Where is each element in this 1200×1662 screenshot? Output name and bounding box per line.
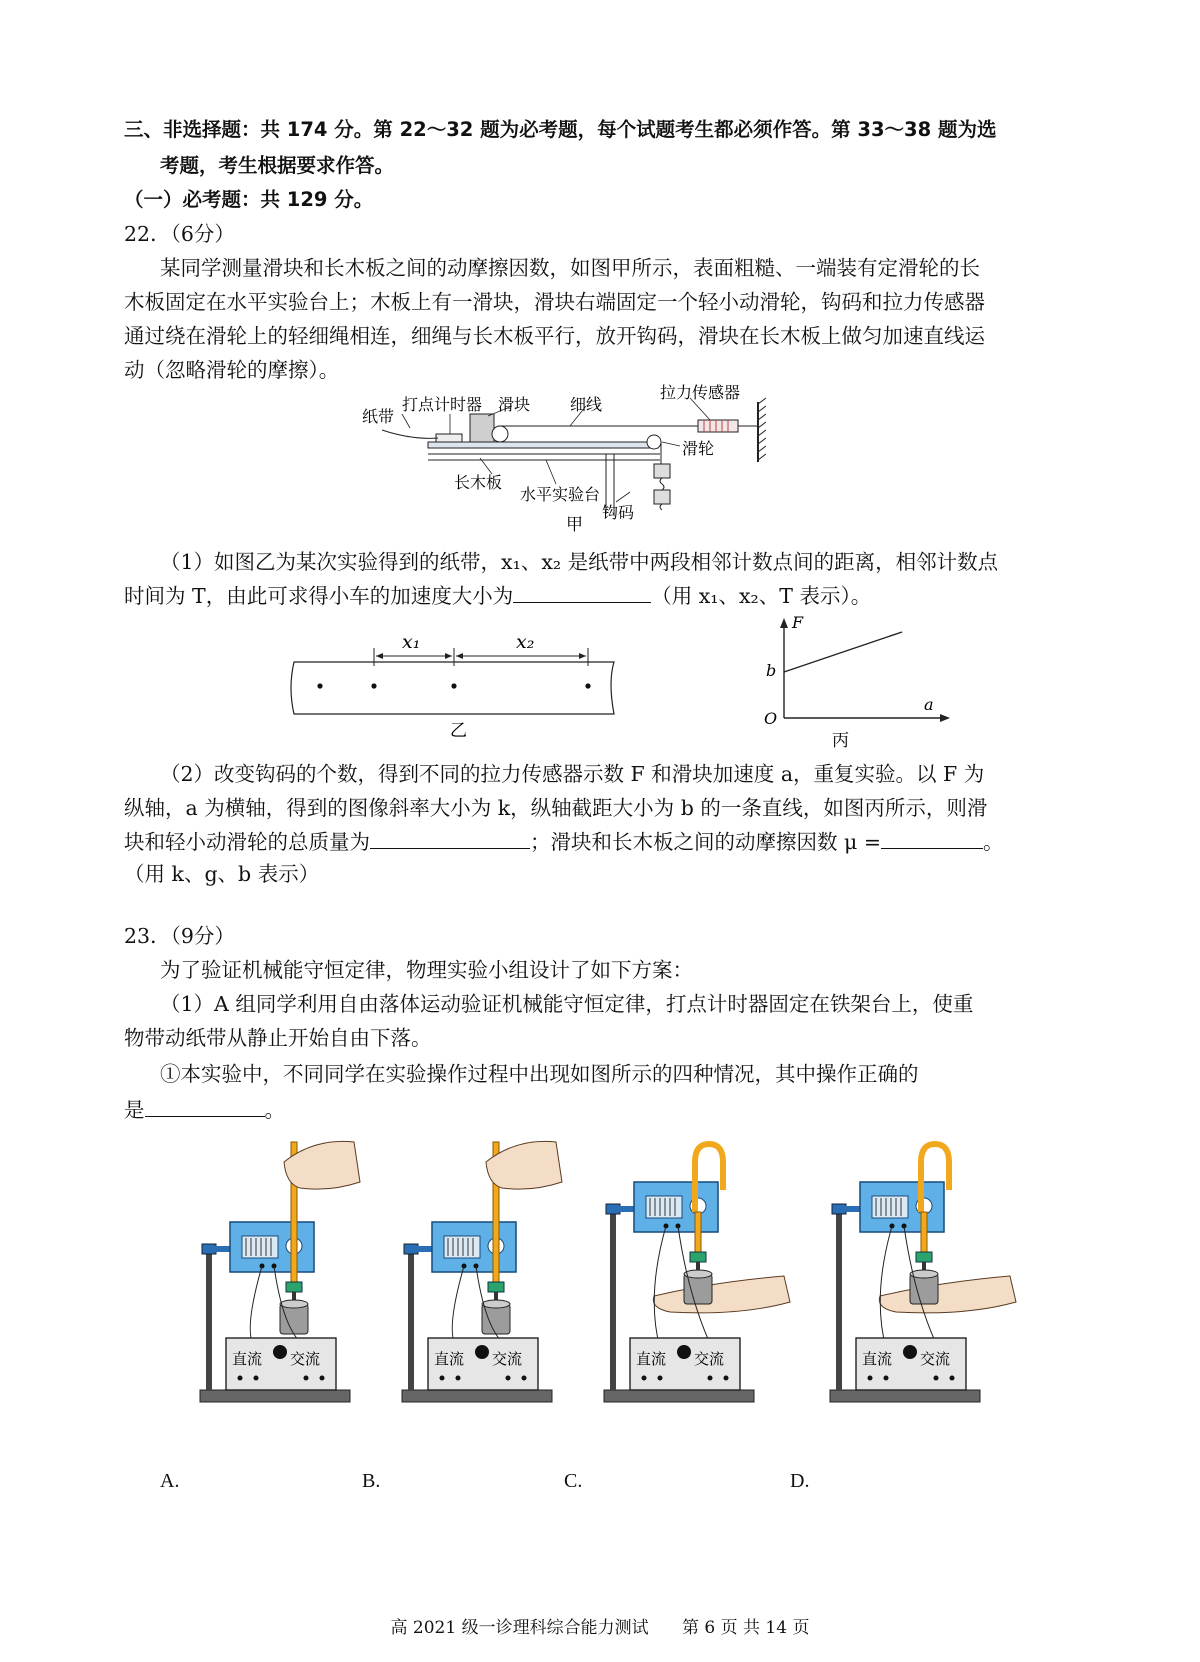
svg-text:交流: 交流 bbox=[492, 1350, 523, 1368]
q22-part2-mu-text: ；滑块和长木板之间的动摩擦因数 μ = bbox=[530, 830, 882, 854]
q23-intro: 为了验证机械能守恒定律，物理实验小组设计了如下方案： bbox=[160, 958, 693, 982]
q22-number: 22．（6分） bbox=[124, 222, 235, 246]
svg-text:交流: 交流 bbox=[694, 1350, 725, 1368]
svg-text:直流: 直流 bbox=[862, 1350, 893, 1368]
apparatus-figure-d bbox=[820, 1132, 1050, 1432]
q23-part1-line1: （1）A 组同学利用自由落体运动验证机械能守恒定律，打点计时器固定在铁架台上，使重 bbox=[160, 992, 974, 1016]
label-gouma: 钩码 bbox=[602, 503, 635, 522]
footer-title: 高 2021 级一诊理科综合能力测试 bbox=[390, 1618, 649, 1638]
apparatus-figure-c bbox=[594, 1132, 824, 1432]
q23-question-line2 bbox=[124, 1096, 285, 1124]
answer-blank-mass[interactable] bbox=[370, 828, 530, 849]
label-huakuai: 滑块 bbox=[498, 395, 531, 414]
option-label-d[interactable]: D. bbox=[790, 1470, 810, 1492]
answer-blank-correct-option[interactable] bbox=[145, 1096, 265, 1117]
caption-bing: 丙 bbox=[832, 731, 849, 751]
label-lali-chuanganqi: 拉力传感器 bbox=[660, 383, 741, 402]
option-label-a[interactable]: A. bbox=[160, 1470, 180, 1492]
q22-part1-line1: （1）如图乙为某次实验得到的纸带，x₁、x₂ 是纸带中两段相邻计数点间的距离，相邻计数点 bbox=[160, 550, 999, 574]
q22-part2-line3 bbox=[124, 828, 1004, 856]
axis-label-F: F bbox=[792, 613, 804, 632]
intercept-label-b: b bbox=[766, 661, 777, 680]
period: 。 bbox=[264, 1098, 285, 1122]
q23-question-line1: ①本实验中，不同同学在实验操作过程中出现如图所示的四种情况，其中操作正确的 bbox=[160, 1062, 919, 1086]
period: 。 bbox=[983, 830, 1004, 854]
q22-text-4: 动（忽略滑轮的摩擦）。 bbox=[124, 358, 340, 382]
section-subheading: （一）必考题：共 129 分。 bbox=[124, 188, 374, 211]
q22-text-1: 某同学测量滑块和长木板之间的动摩擦因数，如图甲所示，表面粗糙、一端装有定滑轮的长 bbox=[160, 256, 980, 280]
q22-text-3: 通过绕在滑轮上的轻细绳相连，细绳与长木板平行，放开钩码，滑块在长木板上做匀加速直线运 bbox=[124, 324, 985, 348]
axis-label-a: a bbox=[924, 695, 934, 714]
page-footer bbox=[0, 1613, 1200, 1638]
footer-page-number: 第 6 页 共 14 页 bbox=[682, 1618, 810, 1638]
q22-part2-hint: （用 k、g、b 表示） bbox=[124, 862, 320, 886]
q22-text-2: 木板固定在水平实验台上；木板上有一滑块，滑块右端固定一个轻小动滑轮，钩码和拉力传感器 bbox=[124, 290, 985, 314]
option-label-b[interactable]: B. bbox=[362, 1470, 381, 1492]
svg-text:直流: 直流 bbox=[434, 1350, 465, 1368]
label-x2: x₂ bbox=[516, 631, 535, 653]
q22-part2-mass-text: 块和轻小动滑轮的总质量为 bbox=[124, 830, 370, 854]
apparatus-figure-b bbox=[392, 1132, 622, 1432]
tape-dot bbox=[317, 683, 322, 688]
graph-line bbox=[784, 632, 902, 672]
origin-label-O: O bbox=[764, 709, 778, 728]
label-hualun: 滑轮 bbox=[682, 439, 715, 458]
option-label-c[interactable]: C. bbox=[564, 1470, 583, 1492]
q22-part1-line2 bbox=[124, 582, 871, 610]
tape-dot bbox=[451, 683, 456, 688]
label-x1: x₁ bbox=[402, 631, 421, 653]
answer-blank-acceleration[interactable] bbox=[513, 582, 651, 603]
apparatus-figure-a bbox=[190, 1132, 420, 1432]
section-heading-line1: 三、非选择题：共 174 分。第 22～32 题为必考题，每个试题考生都必须作答。第 33～38 题为选 bbox=[124, 118, 997, 141]
caption-jia: 甲 bbox=[566, 515, 583, 535]
q22-part1-text: 时间为 T，由此可求得小车的加速度大小为 bbox=[124, 584, 514, 608]
answer-blank-mu[interactable] bbox=[881, 828, 983, 849]
section-heading-line2: 考题，考生根据要求作答。 bbox=[160, 154, 395, 177]
svg-text:直流: 直流 bbox=[232, 1350, 263, 1368]
q22-part1-hint: （用 x₁、x₂、T 表示）。 bbox=[651, 584, 872, 608]
label-zhidai: 纸带 bbox=[362, 407, 395, 426]
q23-question-text: 是 bbox=[124, 1098, 145, 1122]
tape-dot bbox=[371, 683, 376, 688]
caption-yi: 乙 bbox=[450, 721, 467, 741]
figure-bing-F-a-graph bbox=[754, 610, 964, 760]
q22-part2-line1: （2）改变钩码的个数，得到不同的拉力传感器示数 F 和滑块加速度 a，重复实验。以 F 为 bbox=[160, 762, 985, 786]
svg-text:直流: 直流 bbox=[636, 1350, 667, 1368]
q22-part2-line2: 纵轴，a 为横轴，得到的图像斜率大小为 k，纵轴截距大小为 b 的一条直线，如图丙所示，则滑 bbox=[124, 796, 988, 820]
svg-text:交流: 交流 bbox=[290, 1350, 321, 1368]
label-xixian: 细线 bbox=[570, 395, 603, 414]
figure-jia bbox=[362, 383, 810, 535]
label-changmuban: 长木板 bbox=[454, 473, 503, 492]
q23-number: 23．（9分） bbox=[124, 924, 235, 948]
svg-text:交流: 交流 bbox=[920, 1350, 951, 1368]
tape-dot bbox=[585, 683, 590, 688]
q23-part1-line2: 物带动纸带从静止开始自由下落。 bbox=[124, 1026, 432, 1050]
figure-yi-paper-tape bbox=[288, 622, 628, 740]
label-shiyantai: 水平实验台 bbox=[520, 485, 601, 504]
label-dadian-jishiqi: 打点计时器 bbox=[402, 395, 483, 414]
